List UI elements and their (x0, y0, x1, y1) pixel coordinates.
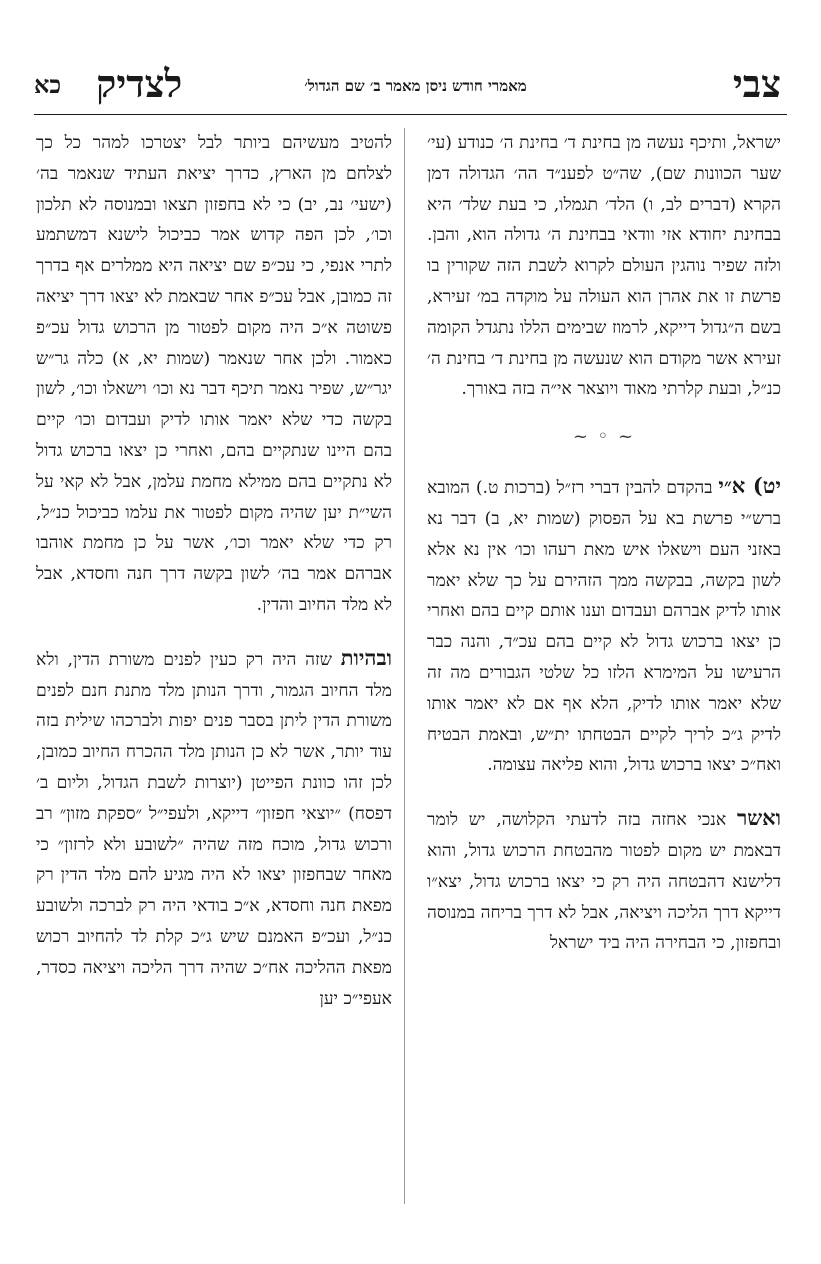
paragraph-uvehiyot (36, 643, 392, 1015)
paragraph-body: בהקדם להבין דברי רז״ל (ברכות ט.) המובא ברש״י פרשת בא על הפסוק (שמות יא, ב) דבר נא באזני העם וישאלו איש מאת רעהו וכו׳ אין נא אלא לשון בקשה, בבקשה ממך הזהירם על כך שלא יאמר אותו לדיק אברהם ועבדום וענו אותם קיים בהם ואחרי כן יצאו ברכוש גדול לא קיים בהם עכ״ד, והנה כבר הרעישו על המימרא הלזו כל שלטי הגבורים מה זה שלא יאמר אותו לדיק, הלא אף אם לא יאמר אותו לדיק ג״כ לריך לקיים הבטחתו ית״ש, ובאמת הבטיח ואח״כ יצאו ברכוש גדול, והוא פליאה עצומה. (427, 478, 781, 776)
paragraph-lead-word: ואשר (736, 805, 781, 831)
header-book-title-left: לצדיק (96, 61, 183, 106)
header-book-title-right: צבי (732, 61, 781, 106)
page-number: כא (34, 70, 62, 99)
paragraph-lead-word: ובהיות (340, 644, 393, 670)
paragraph-veasher (427, 803, 781, 959)
ornament-divider: ~ ◦ ~ (572, 426, 636, 448)
header-rule (34, 114, 787, 115)
paragraph-19 (427, 471, 781, 781)
paragraph-body: שזה היה רק כעין לפנים משורת הדין, ולא מלד החיוב הגמור, ודרך הנותן מלד מתנת חנם לפנים משורת הדין ליתן בסבר פנים יפות ולברכהו שילית בזה עוד יותר, אשר לא כן הנותן מלד ההכרח החיוב כמובן, לכן זהו כוונת הפייטן (יוצרות לשבת הגדול, וליום ב׳ דפסח) ״יוצאי חפזון״ דייקא, ולעפי״ל ״ספקת מזון״ רב ורכוש גדול, מוכח מזה שהיה ״לשובע ולא לרזון״ כי מאחר שבחפזון יצאו לא היה מגיע להם מלד הדין רק מפאת חנה וחסדא, א״כ בודאי היה רק לברכה ולשובע כנ״ל, ועכ״פ האמנם שיש ג״כ קלת לד להחיוב רכוש מפאת ההליכה אח״כ שהיה דרך הליכה ויציאה כסדר, אעפי״כ יען (36, 649, 392, 1009)
paragraph-continued: ישראל, ותיכף נעשה מן בחינת ד׳ בחינת ה׳ כנודע (עי׳ שער הכוונות שם), שה״ט לפענ״ד הה׳ הגדולה דמן הקרא (דברים לב, ו) הלד׳ תגמלו, כי בעת שלד׳ היא בבחינת יחודא אזי וודאי בבחינת ה׳ גדולה הוא, והבן. ולזה שפיר נוהגין העולם לקרוא לשבת הזה שקורין בו פרשת זו את אהרן הוא העולה על מוקדה במ׳ זעירא, בשם ה״גדול דייקא, לרמוז שבימים הללו נתגדל הקומה זעירא אשר מקודם הוא שנעשה מן בחינת ד׳ בחינת ה׳ כנ״ל, ובעת קלרתי מאוד ויוצאר אי״ה בזה באורך. (427, 133, 781, 400)
paragraph-lead-word: יט) א״י (718, 473, 781, 499)
right-column (427, 128, 781, 959)
column-divider (404, 128, 405, 1204)
running-header (34, 62, 787, 114)
header-section-title: מאמרי חודש ניסן מאמר ב׳ שם הגדול׳ (304, 77, 527, 95)
paragraph-body: אנכי אחזה בזה לדעתי הקלושה, יש לומר דבאמת יש מקום לפטור מהבטחת הרכוש גדול, והוא דלישנא דהבטחה היה רק כי יצאו ברכוש גדול, יצא״ו דייקא דרך הליכה ויציאה, אבל לא דרך בריחה במנוסה ובחפזון, כי הבחירה היה ביד ישראל (426, 810, 781, 954)
left-column (36, 128, 392, 1014)
paragraph-continued: להטיב מעשיהם ביותר לבל יצטרכו למהר כל כך לצלחם מן הארץ, כדרך יציאת העתיד שנאמר בה׳ (ישעי׳ נב, יב) כי לא בחפזון תצאו ובמנוסה לא תלכון וכו׳, לכן הפה קדוש אמר כביכול לישנא דמשתמע לתרי אנפי, כי עכ״פ שם יציאה היא ממלרים אף בדרך זה כמובן, אבל עכ״פ אחר שבאמת לא יצאו דרך יציאה פשוטה א״כ היה מקום לפטור מן הרכוש גדול עכ״פ כאמור. ולכן אחר שנאמר (שמות יא, א) כלה גר״ש יגר״ש, שפיר נאמר תיכף דבר נא וכו׳ וישאלו וכו׳, לשון בקשה כדי שלא יאמר אותו לדיק ועבדום וכו׳ קיים בהם היינו שנתקיים בהם, ואחרי כן יצאו ברכוש גדול לא נתקיים בהם ממילא מחמת עלמן, אבל לא קאי על השי״ת יען שהיה מקום לפטור את עלמו כביכול כנ״ל, רק כדי שלא יאמר וכו׳, אשר על כן מחמת אוהבו אברהם אמר בה׳ לשון בקשה דרך חנה וחסדא, אבל לא מלד החיוב והדין. (36, 133, 392, 615)
